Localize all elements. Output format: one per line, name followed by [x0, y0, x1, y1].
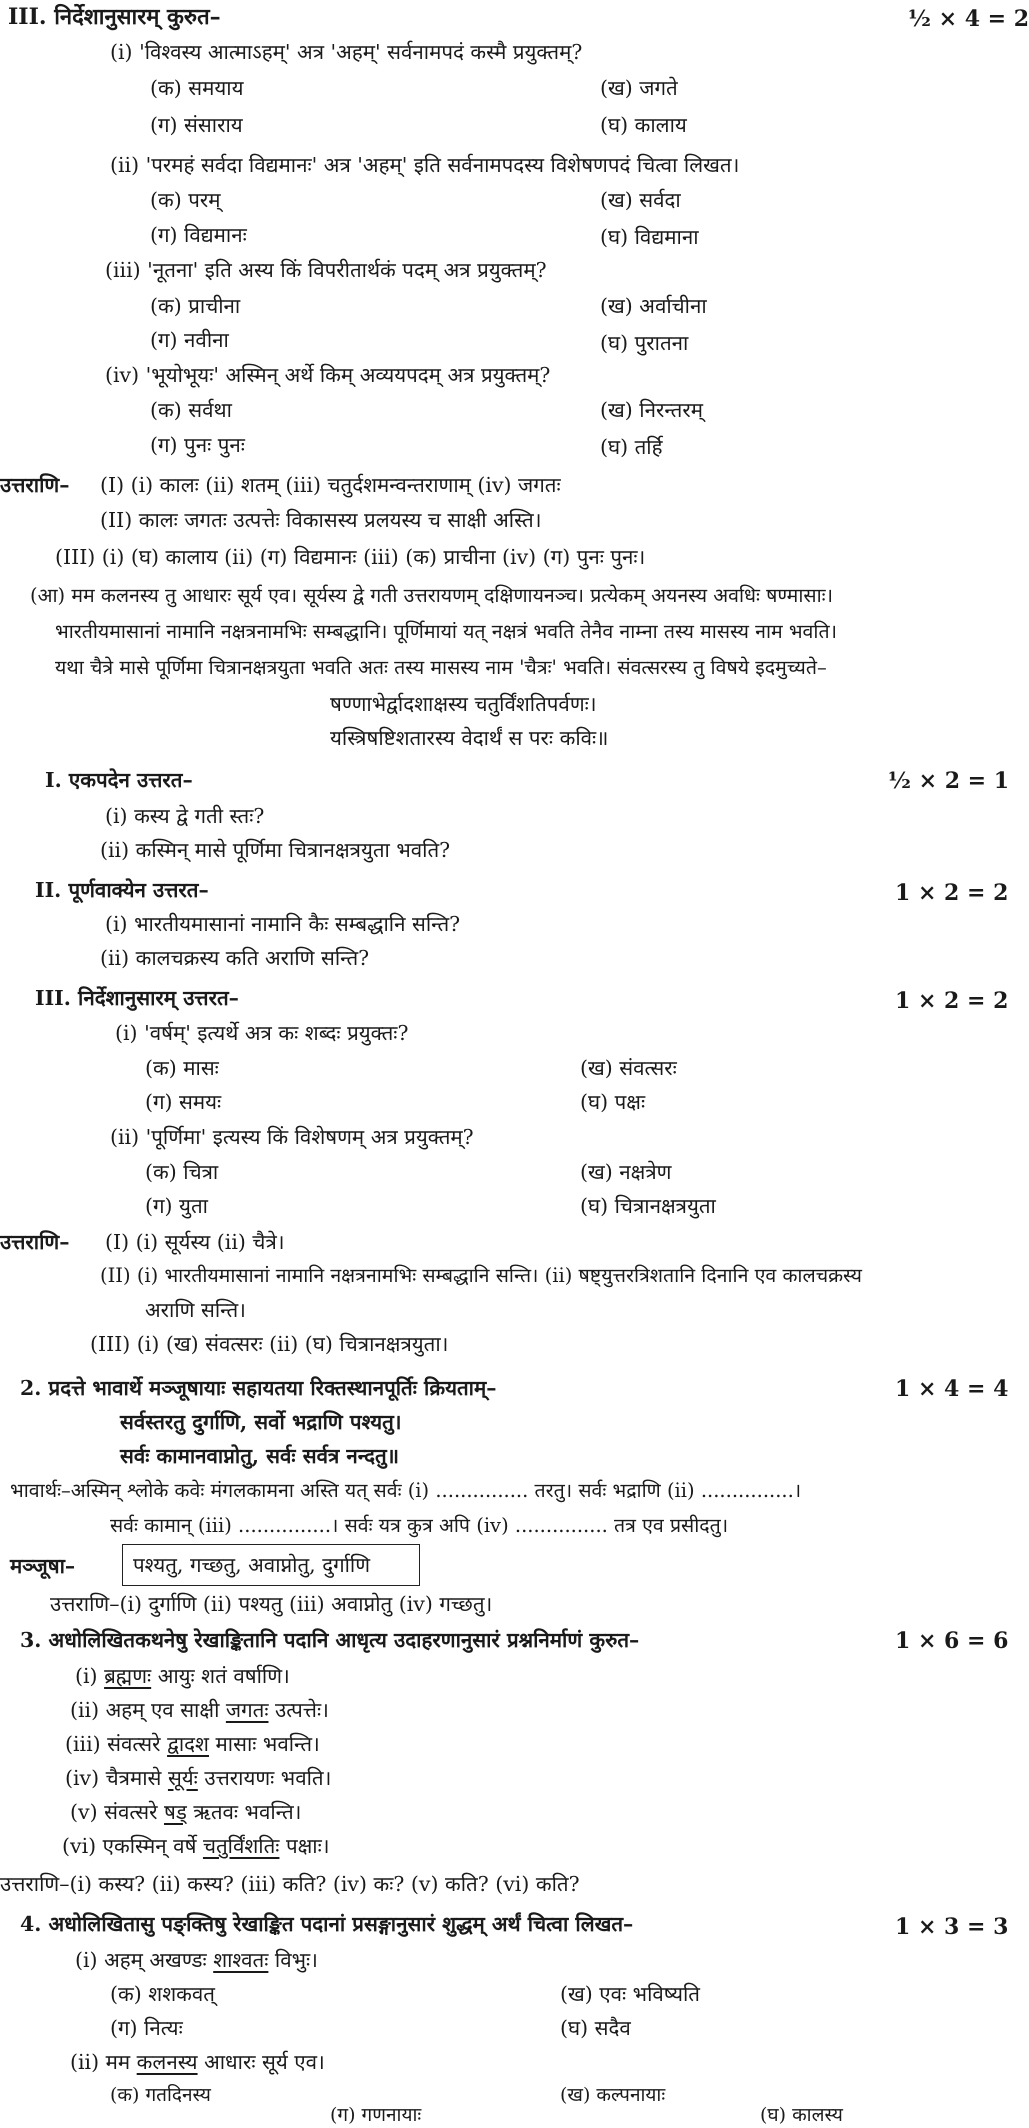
option-gha: (घ) सदैव: [560, 2016, 631, 2040]
statement-item: (iv) चैत्रमासे सूर्यः उत्तरायणः भवति।: [65, 1766, 332, 1790]
underlined-word: शाश्वतः: [213, 1948, 269, 1972]
question-text: (i) 'वर्षम्' इत्यर्थे अत्र कः शब्दः प्रयुक्तः?: [115, 1021, 409, 1045]
marks-label: 1 × 3 = 3: [895, 1914, 1009, 1940]
passage-line: भारतीयमासानां नामानि नक्षत्रनामभिः सम्बद्धानि। पूर्णिमायां यत् नक्षत्रं भवति तेनैव नाम्ना तस्य मासस्य नाम भवति।: [55, 620, 837, 643]
option-kha: (ख) कल्पनायाः: [560, 2084, 666, 2106]
underlined-word: ब्रह्मणः: [104, 1664, 152, 1688]
section-heading-iii: III. निर्देशानुसारम् कुरुत–: [8, 4, 221, 30]
question-heading: 3. अधोलिखितकथनेषु रेखाङ्कितानि पदानि आधृत्य उदाहरणानुसारं प्रश्ननिर्माणं कुरुत–: [20, 1628, 640, 1652]
answer-line: अराणि सन्ति।: [145, 1298, 246, 1322]
statement-item: (i) अहम् अखण्डः शाश्वतः विभुः।: [75, 1948, 318, 1972]
underlined-word: षड्: [163, 1800, 187, 1824]
statement-item: (i) ब्रह्मणः आयुः शतं वर्षाणि।: [75, 1664, 290, 1688]
underlined-word: सूर्यः: [167, 1766, 198, 1790]
option-ga: (ग) गणनायाः: [330, 2104, 422, 2126]
statement-item: (vi) एकस्मिन् वर्षे चतुर्विंशतिः पक्षाः।: [62, 1834, 330, 1858]
option-ka: (क) सर्वथा: [150, 398, 232, 422]
question-text: (i) 'विश्वस्य आत्माऽहम्' अत्र 'अहम्' सर्वनामपदं कस्मै प्रयुक्तम्?: [110, 40, 583, 64]
section-heading-i: I. एकपदेन उत्तरत–: [45, 768, 193, 792]
underlined-word: जगतः: [225, 1698, 269, 1722]
question-text: (ii) कालचक्रस्य कति अराणि सन्ति?: [100, 946, 370, 970]
marks-label: 1 × 4 = 4: [895, 1376, 1009, 1402]
option-gha: (घ) विद्यमाना: [600, 225, 699, 249]
option-ga: (ग) युता: [145, 1194, 208, 1218]
question-text: (i) भारतीयमासानां नामानि कैः सम्बद्धानि सन्ति?: [105, 912, 461, 936]
underlined-word: द्वादश: [167, 1732, 209, 1756]
option-gha: (घ) कालस्य: [760, 2104, 843, 2126]
bhavartha-line: भावार्थः–अस्मिन् श्लोके कवेः मंगलकामना अस्ति यत् सर्वः (i) ............... तरतु। सर्वः भद्राणि (ii) ...............।: [10, 1479, 802, 1502]
shloka-line: सर्वस्तरतु दुर्गाणि, सर्वो भद्राणि पश्यतु।: [120, 1410, 402, 1434]
answer-line: उत्तराणि–(i) कस्य? (ii) कस्य? (iii) कति? (iv) कः? (v) कति? (vi) कति?: [0, 1872, 580, 1896]
underlined-word: कलनस्य: [136, 2050, 198, 2074]
option-gha: (घ) पुरातना: [600, 331, 689, 355]
statement-item: (v) संवत्सरे षड् ऋतवः भवन्ति।: [70, 1800, 302, 1824]
verse-line: यस्त्रिषष्टिशतारस्य वेदार्थं स परः कविः॥: [330, 726, 609, 750]
option-kha: (ख) संवत्सरः: [580, 1056, 677, 1080]
option-ga: (ग) नित्यः: [110, 2016, 183, 2040]
option-kha: (ख) नक्षत्रेण: [580, 1160, 672, 1184]
question-heading: 2. प्रदत्ते भावार्थे मञ्जूषायाः सहायतया रिक्तस्थानपूर्तिः क्रियताम्–: [20, 1376, 497, 1400]
bhavartha-line: सर्वः कामान् (iii) ...............। सर्वः यत्र कुत्र अपि (iv) ............... तत्र एव प्रसीदतु।: [110, 1514, 729, 1537]
section-heading-iii: III. निर्देशानुसारम् उत्तरत–: [35, 986, 239, 1010]
option-kha: (ख) सर्वदा: [600, 188, 681, 212]
marks-label: ½ × 2 = 1: [888, 768, 1010, 794]
question-text: (iv) 'भूयोभूयः' अस्मिन् अर्थे किम् अव्ययपदम् अत्र प्रयुक्तम्?: [105, 363, 551, 387]
section-heading-ii: II. पूर्णवाक्येन उत्तरत–: [35, 878, 209, 902]
question-text: (ii) 'पूर्णिमा' इत्यस्य किं विशेषणम् अत्र प्रयुक्तम्?: [110, 1125, 474, 1149]
answer-line: (I) (i) सूर्यस्य (ii) चैत्रे।: [105, 1230, 285, 1254]
option-gha: (घ) तर्हि: [600, 435, 663, 459]
statement-item: (iii) संवत्सरे द्वादश मासाः भवन्ति।: [65, 1732, 320, 1756]
option-gha: (घ) कालाय: [600, 113, 687, 137]
marks-label: 1 × 2 = 2: [895, 988, 1009, 1014]
manjusha-words: पश्यतु, गच्छतु, अवाप्नोतु, दुर्गाणि: [133, 1553, 371, 1577]
question-text: (ii) कस्मिन् मासे पूर्णिमा चित्रानक्षत्रयुता भवति?: [100, 838, 451, 862]
option-ka: (क) चित्रा: [145, 1160, 219, 1184]
manjusha-box: [122, 1544, 420, 1586]
question-text: (i) कस्य द्वे गती स्तः?: [105, 804, 265, 828]
passage-line: (आ) मम कलनस्य तु आधारः सूर्य एव। सूर्यस्य द्वे गती उत्तरायणम् दक्षिणायनञ्च। प्रत्येकम् अयनस्य अवधिः षण्मासाः।: [30, 584, 833, 607]
option-ga: (ग) संसाराय: [150, 113, 243, 137]
option-ka: (क) समयाय: [150, 76, 244, 100]
answer-line: (I) (i) कालः (ii) शतम् (iii) चतुर्दशमन्वन्तराणाम् (iv) जगतः: [100, 473, 561, 497]
statement-item: (ii) मम कलनस्य आधारः सूर्य एव।: [70, 2050, 325, 2074]
question-text: (ii) 'परमहं सर्वदा विद्यमानः' अत्र 'अहम्' इति सर्वनामपदस्य विशेषणपदं चित्वा लिखत।: [110, 153, 740, 177]
statement-item: (ii) अहम् एव साक्षी जगतः उत्पत्तेः।: [70, 1698, 329, 1722]
option-ga: (ग) पुनः पुनः: [150, 433, 245, 457]
option-ka: (क) शशकवत्: [110, 1982, 215, 2006]
marks-label: 1 × 2 = 2: [895, 880, 1009, 906]
option-gha: (घ) चित्रानक्षत्रयुता: [580, 1194, 716, 1218]
answer-line: (II) कालः जगतः उत्पत्तेः विकासस्य प्रलयस्य च साक्षी अस्ति।: [100, 508, 542, 532]
option-ga: (ग) समयः: [145, 1090, 222, 1114]
option-kha: (ख) एवः भविष्यति: [560, 1982, 700, 2006]
underlined-word: चतुर्विंशतिः: [202, 1834, 280, 1858]
option-ga: (ग) विद्यमानः: [150, 223, 247, 247]
option-ka: (क) मासः: [145, 1056, 219, 1080]
option-ka: (क) प्राचीना: [150, 294, 241, 318]
shloka-line: सर्वः कामानवाप्नोतु, सर्वः सर्वत्र नन्दतु॥: [120, 1444, 399, 1468]
marks-label: 1 × 6 = 6: [895, 1628, 1009, 1654]
option-ka: (क) परम्: [150, 188, 221, 212]
answers-label: उत्तराणि–: [0, 1230, 70, 1254]
question-text: (iii) 'नूतना' इति अस्य किं विपरीतार्थकं पदम् अत्र प्रयुक्तम्?: [105, 258, 547, 282]
answer-line: (II) (i) भारतीयमासानां नामानि नक्षत्रनामभिः सम्बद्धानि सन्ति। (ii) षष्ट्युत्तरत्रिशतानि दिनानि एव कालचक्रस्य: [100, 1264, 862, 1287]
question-heading: 4. अधोलिखितासु पङ्क्तिषु रेखाङ्कित पदानां प्रसङ्गानुसारं शुद्धम् अर्थं चित्वा लिखत–: [20, 1912, 634, 1936]
option-kha: (ख) जगते: [600, 76, 678, 100]
manjusha-label: मञ्जूषा–: [10, 1554, 76, 1578]
option-ga: (ग) नवीना: [150, 328, 229, 352]
marks-label: ½ × 4 = 2: [908, 6, 1029, 32]
answer-line: (III) (i) (घ) कालाय (ii) (ग) विद्यमानः (iii) (क) प्राचीना (iv) (ग) पुनः पुनः।: [55, 545, 646, 569]
option-kha: (ख) निरन्तरम्: [600, 398, 703, 422]
option-gha: (घ) पक्षः: [580, 1090, 646, 1114]
answer-line: (III) (i) (ख) संवत्सरः (ii) (घ) चित्रानक्षत्रयुता।: [90, 1332, 449, 1356]
answers-label: उत्तराणि–: [0, 473, 70, 497]
option-ka: (क) गतदिनस्य: [110, 2084, 211, 2106]
passage-line: यथा चैत्रे मासे पूर्णिमा चित्रानक्षत्रयुता भवति अतः तस्य मासस्य नाम 'चैत्रः' भवति। संवत्सरस्य तु विषये इदमुच्यते–: [55, 656, 827, 679]
verse-line: षण्णाभेर्द्वादशाक्षस्य चतुर्विंशतिपर्वणः।: [330, 692, 597, 716]
answer-line: उत्तराणि–(i) दुर्गाणि (ii) पश्यतु (iii) अवाप्नोतु (iv) गच्छतु।: [50, 1592, 493, 1616]
option-kha: (ख) अर्वाचीना: [600, 294, 707, 318]
